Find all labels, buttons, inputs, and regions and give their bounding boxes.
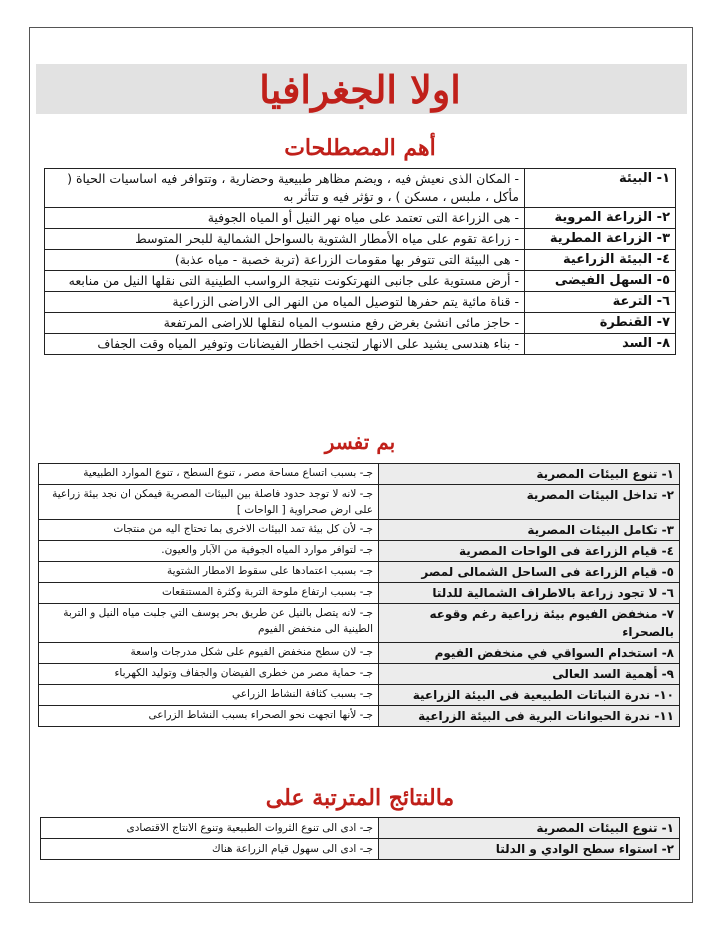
why-row-label: ٩- أهمية السد العالى [379, 664, 680, 685]
why-row [39, 485, 680, 520]
why-row [39, 562, 680, 583]
term-row [45, 229, 676, 250]
term-row [45, 250, 676, 271]
term-row-text: - أرض مستوية على جانبى النهرتكونت نتيجة الرواسب الطينية التى نقلها النيل من منابعه [45, 271, 525, 292]
why-row [39, 685, 680, 706]
terms-section-title: أهم المصطلحات [284, 135, 436, 161]
why-section-title: بم تفسر [324, 430, 396, 454]
why-row [39, 706, 680, 727]
why-row-label: ٥- قيام الزراعة فى الساحل الشمالى لمصر [379, 562, 680, 583]
results-table [40, 817, 680, 860]
term-row [45, 334, 676, 355]
term-row-text: - المكان الذى نعيش فيه ، ويضم مظاهر طبيعية وحضارية ، وتتوافر فيه اساسيات الحياة ( مأكل ، ملبس ، مسكن ) ، و تؤثر فيه و تتأثر به [45, 169, 525, 208]
term-row-text: - زراعة تقوم على مياه الأمطار الشتوية بالسواحل الشمالية للبحر المتوسط [45, 229, 525, 250]
result-row-label: ١- تنوع البيئات المصرية [379, 818, 680, 839]
term-row-label: ٦- الترعة [525, 292, 676, 313]
why-row [39, 604, 680, 643]
why-row-label: ٧- منخفض الفيوم بيئة زراعية رغم وقوعه بالصحراء [379, 604, 680, 643]
why-row-text: جـ- بسبب اعتمادها على سقوط الامطار الشتوية [39, 562, 379, 583]
result-row-text: جـ- ادى الى سهول قيام الزراعة هناك [41, 839, 379, 860]
term-row-label: ١- البيئة [525, 169, 676, 208]
why-row-label: ٢- تداخل البيئات المصرية [379, 485, 680, 520]
term-row-text: - هى الزراعة التى تعتمد على مياه نهر النيل أو المياه الجوفية [45, 208, 525, 229]
page-title: اولا الجغرافيا [259, 67, 461, 112]
term-row-label: ٨- السد [525, 334, 676, 355]
why-row-label: ١٠- ندرة النباتات الطبيعية فى البيئة الزراعية [379, 685, 680, 706]
term-row-label: ٣- الزراعة المطرية [525, 229, 676, 250]
term-row-label: ٤- البيئة الزراعية [525, 250, 676, 271]
results-section-title: مالنتائج المترتبة على [265, 785, 455, 811]
result-row-label: ٢- استواء سطح الوادي و الدلتا [379, 839, 680, 860]
result-row-text: جـ- ادى الى تنوع الثروات الطبيعية وتنوع الانتاج الاقتصادى [41, 818, 379, 839]
why-row-text: جـ- لانه لا توجد حدود فاصلة بين البيئات المصرية فيمكن ان نجد بيئة زراعية على ارض صحراوية [ الواحات ] [39, 485, 379, 520]
why-row-text: جـ- لأن كل بيئة تمد البيئات الاخرى بما تحتاج اليه من منتجات [39, 520, 379, 541]
why-row-text: جـ- لأنها اتجهت نحو الصحراء بسبب النشاط الزراعى [39, 706, 379, 727]
term-row-label: ٥- السهل الفيضى [525, 271, 676, 292]
term-row-label: ٧- القنطرة [525, 313, 676, 334]
why-row [39, 664, 680, 685]
why-row-label: ٣- تكامل البيئات المصرية [379, 520, 680, 541]
why-row [39, 643, 680, 664]
why-row-label: ١- تنوع البيئات المصرية [379, 464, 680, 485]
result-row [41, 818, 680, 839]
why-row-text: جـ- لتوافر موارد المياه الجوفية من الآبار والعيون. [39, 541, 379, 562]
why-row-label: ٦- لا تجود زراعة بالاطراف الشمالية للدلتا [379, 583, 680, 604]
why-row-label: ١١- ندرة الحيوانات البرية فى البيئة الزراعية [379, 706, 680, 727]
why-row-text: جـ- بسبب ارتفاع ملوحة التربة وكثرة المستنقعات [39, 583, 379, 604]
why-row-text: جـ- لان سطح منخفض الفيوم على شكل مدرجات واسعة [39, 643, 379, 664]
why-row [39, 520, 680, 541]
terms-table [44, 168, 676, 355]
term-row [45, 271, 676, 292]
why-row [39, 464, 680, 485]
why-table [38, 463, 680, 727]
term-row [45, 208, 676, 229]
term-row-text: - قناة مائية يتم حفرها لتوصيل المياه من النهر الى الاراضى الزراعية [45, 292, 525, 313]
term-row-text: - هى البيئة التى تتوفر بها مقومات الزراعة (تربة خصبة - مياه عذبة) [45, 250, 525, 271]
term-row-text: - بناء هندسى يشيد على الانهار لتجنب اخطار الفيضانات وتوفير المياه وقت الجفاف [45, 334, 525, 355]
why-row-text: جـ- بسبب كثافة النشاط الزراعي [39, 685, 379, 706]
why-row-text: جـ- بسبب اتساع مساحة مصر ، تنوع السطح ، تنوع الموارد الطبيعية [39, 464, 379, 485]
term-row [45, 292, 676, 313]
result-row [41, 839, 680, 860]
why-row-text: جـ- لانه يتصل بالنيل عن طريق بحر يوسف التي جلبت مياه النيل و التربة الطينية الى منخفض الفيوم [39, 604, 379, 643]
why-row-label: ٤- قيام الزراعة فى الواحات المصرية [379, 541, 680, 562]
why-row-label: ٨- استخدام السواقي في منخفض الفيوم [379, 643, 680, 664]
term-row-label: ٢- الزراعة المروية [525, 208, 676, 229]
term-row [45, 169, 676, 208]
why-row [39, 541, 680, 562]
term-row [45, 313, 676, 334]
term-row-text: - حاجز مائى انشئ بغرض رفع منسوب المياه لنقلها للاراضى المرتفعة [45, 313, 525, 334]
why-row-text: جـ- حماية مصر من خطرى الفيضان والجفاف وتوليد الكهرباء [39, 664, 379, 685]
why-row [39, 583, 680, 604]
